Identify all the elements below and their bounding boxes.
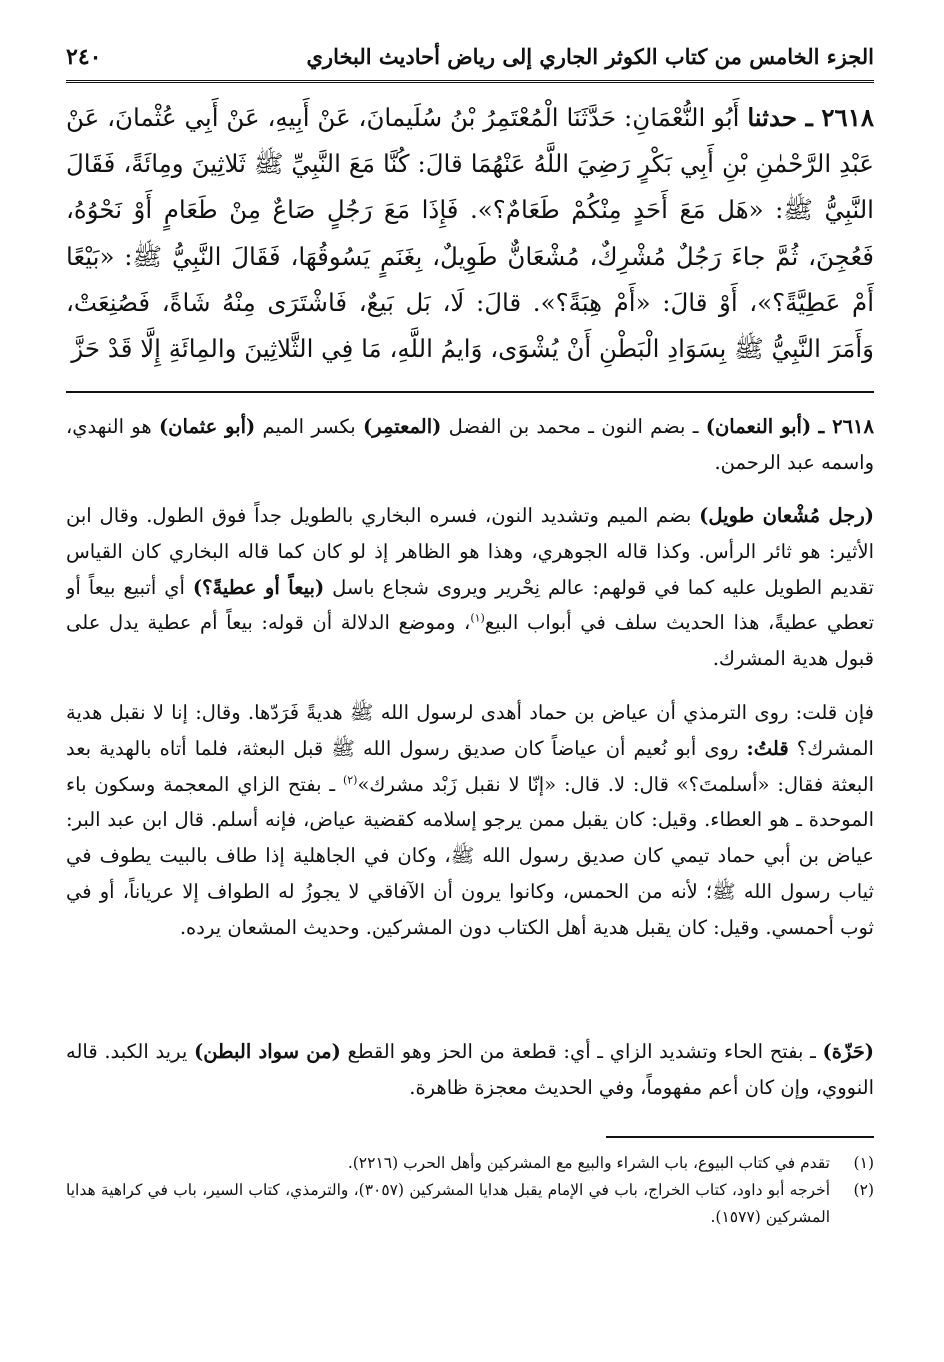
footnotes [66,1150,874,1231]
hadith-text [66,95,874,371]
footnote-marker[interactable]: (١) [470,611,485,625]
footnote-text: أخرجه أبو داود، كتاب الخراج، باب في الإمام يقبل هدايا المشركين (٣٠٥٧)، والترمذي، كتاب السير، باب في كراهية هدايا المشركين (١٥٧٧). [66,1181,830,1226]
text-divider [66,391,874,393]
commentary-paragraph: فإن قلت: روى الترمذي أن عياض بن حماد أهدى لرسول الله ﷺ هديةً فَرَدّها. وقال: إنا لا نقبل هدية المشرك؟ قلتُ: روى أبو نُعيم أن عياضاً كان صديق رسول الله ﷺ قبل البعثة، فلما أتاه بالهدية بعد البعثة فقال: «أسلمتَ؟» قال: لا. قال: «إنّا لا نقبل زَبْد مشرك»$^{(٢)}$ ـ بفتح الزاي المعجمة وسكون باء الموحدة ـ هو العطاء. وقيل: كان يقبل ممن يرجو إسلامه كقضية عياض، فإنه أسلم. قال ابن عبد البر: عياض بن أبي حماد تيمي كان صديق رسول الله ﷺ، وكان في الجاهلية إذا طاف بالبيت يطوف في ثياب رسول الله ﷺ؛ لأنه من الحمس، وكانوا يرون أن الآفاقي لا يجوزُ له الطواف إلا عرياناً، أو في ثوب أحمسي. وقيل: كان يقبل هدية أهل الكتاب دون المشركين. وحديث المشعان يرده. [66,701,874,939]
keyword: قلتُ: [746,736,789,760]
footnote [66,1150,874,1177]
commentary-paragraph: (حَزّة) ـ بفتح الحاء وتشديد الزاي ـ أي: قطعة من الحز وهو القطع (من سواد البطن) يريد الكبد. قاله النووي، وإن كان أعم مفهوماً، وفي الحديث معجزة ظاهرة. [66,1040,874,1099]
page-number: ٢٤٠ [66,44,102,70]
hadith-number: ٢٦١٨ ـ حدثنا [747,103,874,132]
book-page [66,44,874,1231]
keyword: (بيعاً أو عطيةً؟) [192,575,325,599]
commentary-paragraph: (رجل مُشْعان طويل) بضم الميم وتشديد النون، فسره البخاري بالطويل جداً فوق الطول. وقال ابن الأثير: هو ثائر الرأس. وكذا قاله الجوهري، وهذا هو الظاهر إذ لو كان كما قاله البخاري كان القياس تقديم الطويل عليه كما في قولهم: عالم نِحْرير ويروى شجاع باسل (بيعاً أو عطيةً؟) أي أتبيع بيعاً أو تعطي عطيةً، هذا الحديث سلف في أبواب البيع$^{(١)}$، وموضع الدلالة أن قوله: بيعاً أم عطية يدل على قبول هدية المشرك. [66,504,874,671]
running-header [66,44,874,78]
keyword: (المعتمِر) [362,415,442,438]
footnote-number: (٢) [853,1181,874,1199]
commentary-paragraph: ٢٦١٨ ـ (أبو النعمان) ـ بضم النون ـ محمد بن الفضل (المعتمِر) بكسر الميم (أبو عثمان) هو النهدي، واسمه عبد الرحمن. [66,415,874,474]
footnote [66,1177,874,1231]
keyword: (رجل مُشْعان طويل) [699,504,874,527]
footnote-divider [606,1136,874,1138]
keyword: (من سواد البطن) [193,1040,341,1063]
hadith-body: أَبُو النُّعْمَانِ: حَدَّثَنَا الْمُعْتَمِرُ بْنُ سُلَيمانَ، عَنْ أَبِيهِ، عَنْ أَبِي عُثْمانَ، عَنْ عَبْدِ الرَّحْمٰنِ بْنِ أَبِي بَكْرٍ رَضِيَ اللَّهُ عَنْهُمَا قالَ: كُنَّا مَعَ النَّبِيِّ ﷺ ثَلاثِينَ ومِائَةً، فَقَالَ النَّبِيُّ ﷺ: «هَل مَعَ أَحَدٍ مِنْكُمْ طَعَامٌ؟». فَإِذَا مَعَ رَجُلٍ صَاعٌ مِنْ طَعَامٍ أَوْ نَحْوُهُ، فَعُجِنَ، ثُمَّ جاءَ رَجُلٌ مُشْرِكٌ، مُشْعَانٌّ طَوِيلٌ، بِغَنَمٍ يَسُوقُهَا، فَقَالَ النَّبِيُّ ﷺ: «بَيْعًا أَمْ عَطِيَّةً؟»، أَوْ قالَ: «أَمْ هِبَةً؟». قالَ: لَا، بَل بَيعٌ، فَاشْتَرَى مِنْهُ شَاةً، فَصُنِعَتْ، وَأَمَرَ النَّبِيُّ ﷺ بِسَوَادِ الْبَطْنِ أَنْ يُشْوَى، وَايمُ اللَّهِ، مَا فِي الثَّلاثِينَ والمِائَةِ إِلَّا قَدْ حَزَّ [66,103,874,364]
commentary-number: ٢٦١٨ ـ [818,415,874,438]
header-divider [66,80,874,83]
keyword: (حَزّة) [822,1040,874,1063]
header-title: الجزء الخامس من كتاب الكوثر الجاري إلى رياض أحاديث البخاري [306,44,874,69]
footnote-text: تقدم في كتاب البيوع، باب الشراء والبيع مع المشركين وأهل الحرب (٢٢١٦). [347,1154,830,1172]
keyword: (أبو النعمان) [705,415,812,438]
footnote-marker[interactable]: (٢) [342,773,358,787]
keyword: (أبو عثمان) [158,415,256,438]
footnote-number: (١) [853,1154,874,1172]
